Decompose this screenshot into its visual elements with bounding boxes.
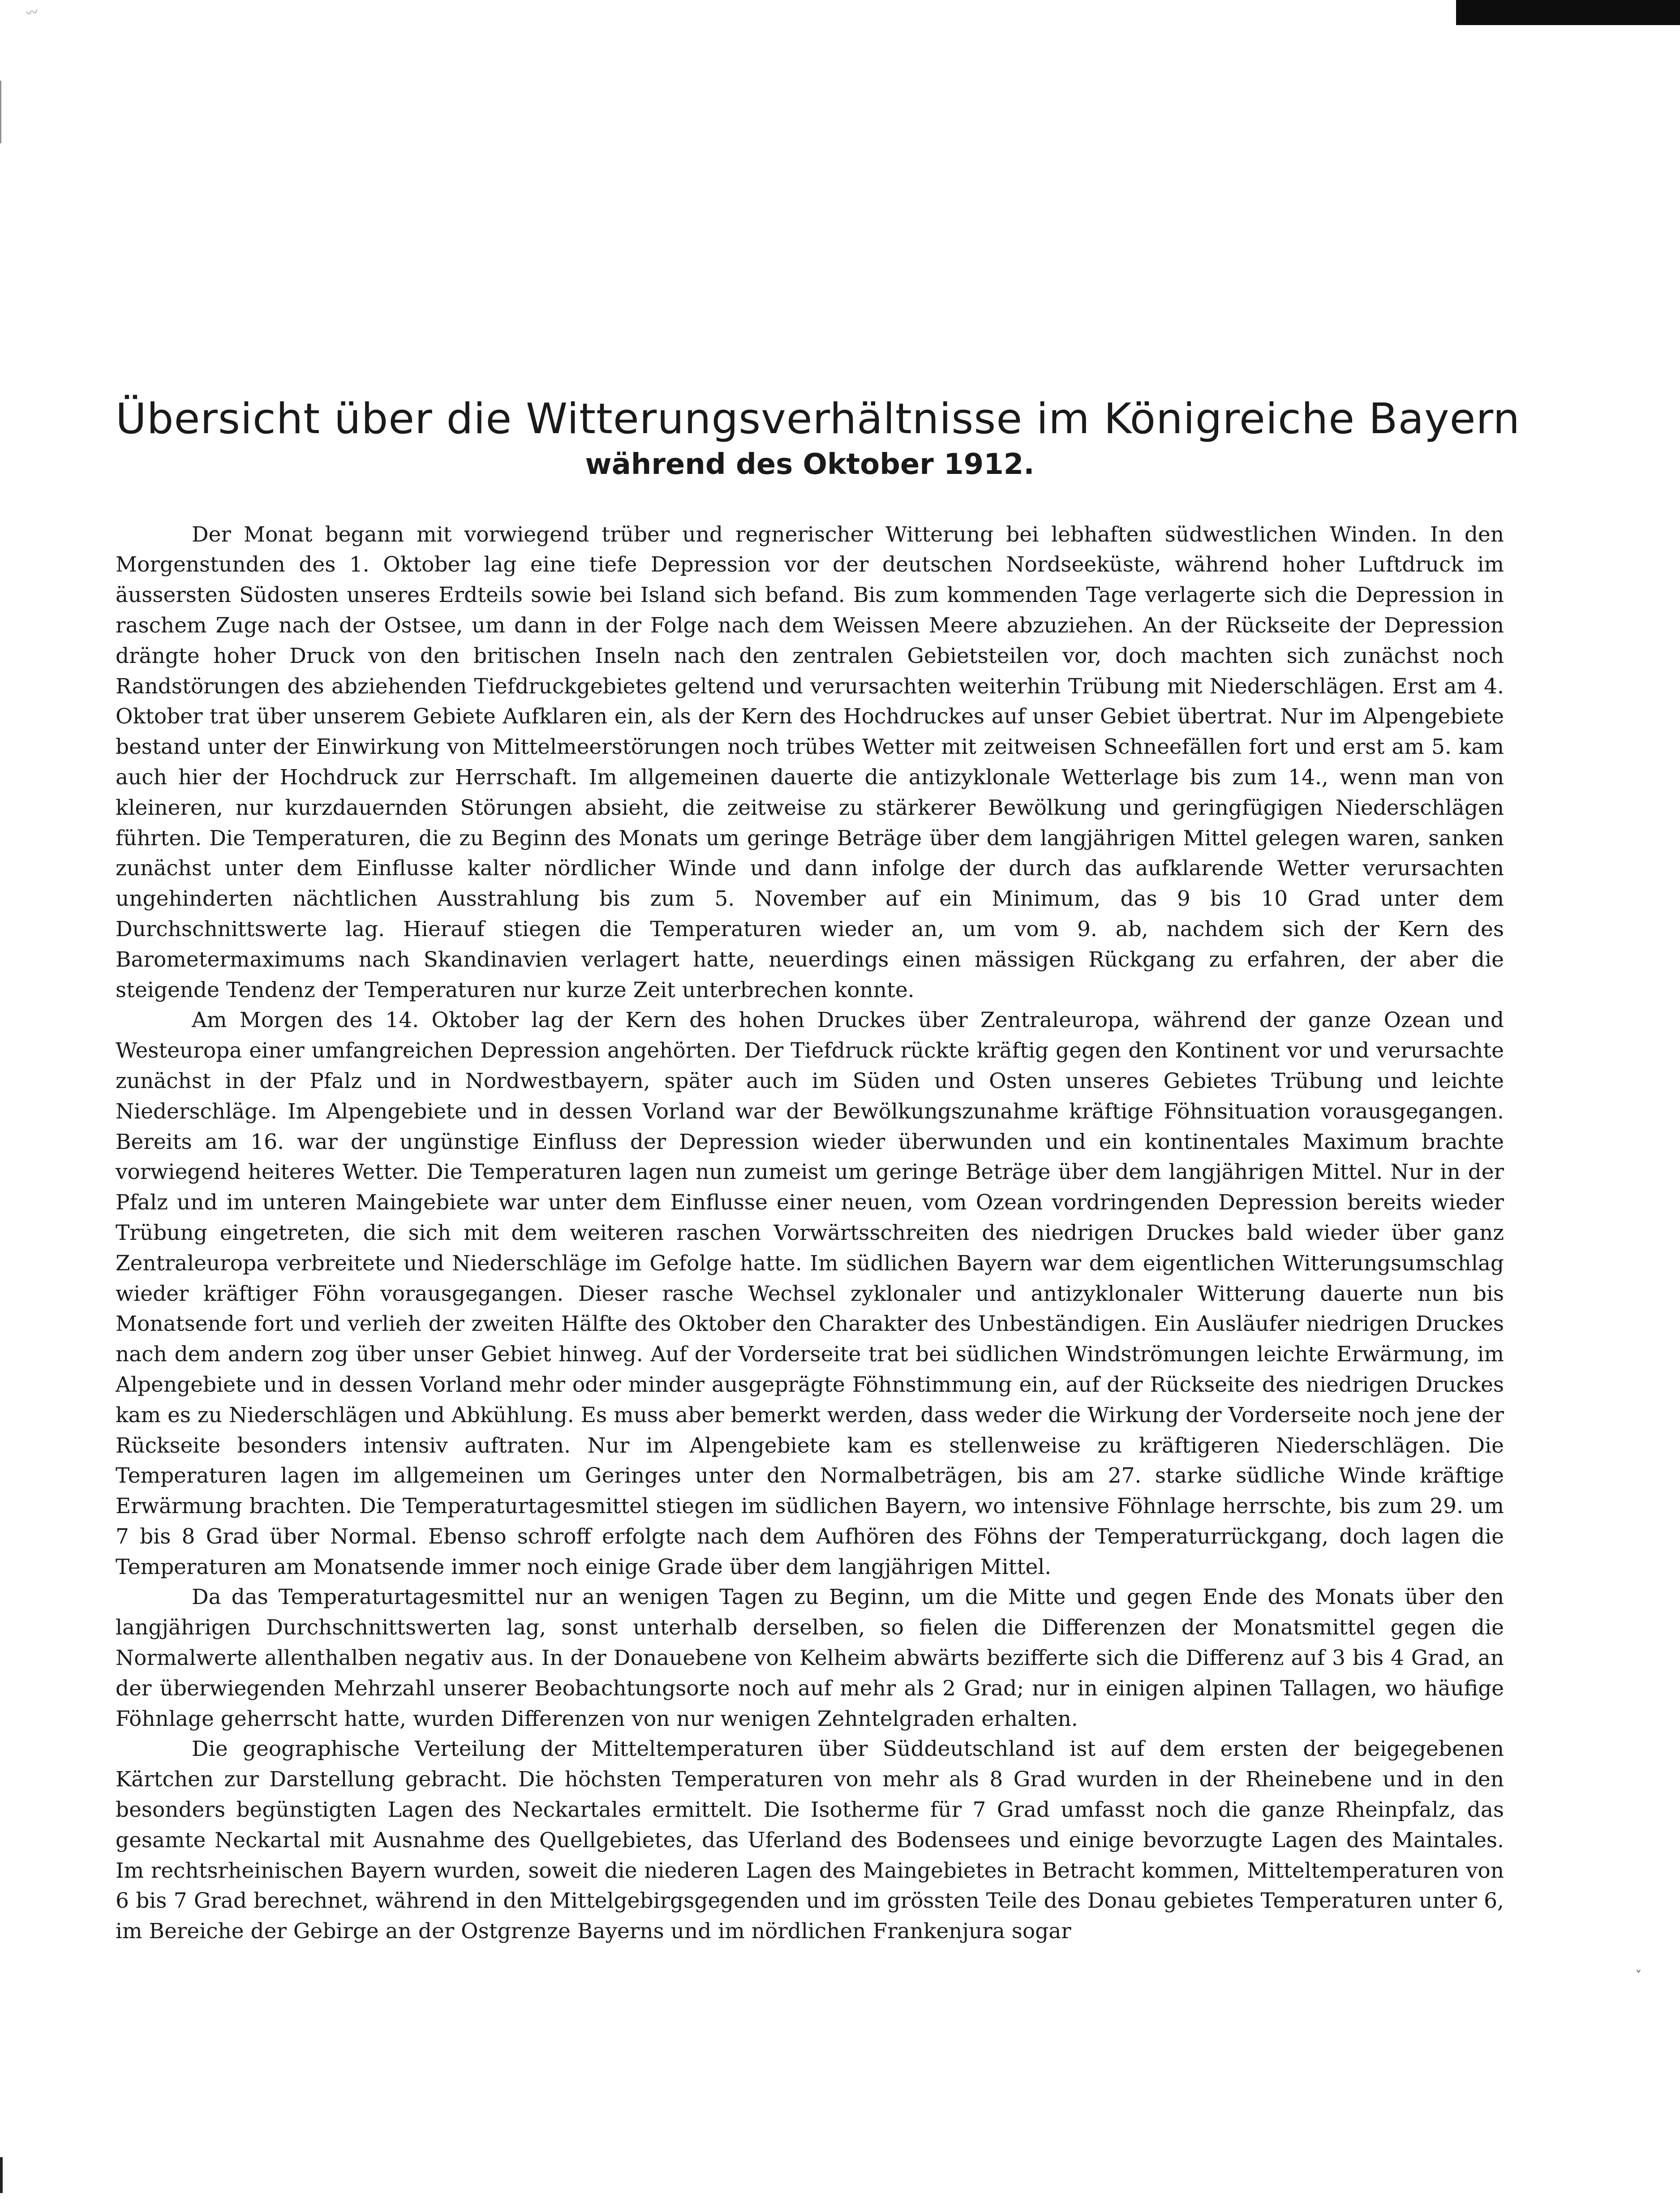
document-page [116, 394, 1521, 1947]
scan-edge-mark-top [0, 81, 1, 143]
paragraph-3: Da das Temperaturtagesmittel nur an wenigen Tagen zu Beginn, um die Mitte und gegen Ende des Monats über den langjährigen Durchschnittswerten lag, sonst unterhalb derselben, so fielen die Differenzen der Monatsmittel gegen die Normalwerte allenthalben negativ aus. In der Donauebene von Kelheim abwärts bezifferte sich die Differenz auf 3 bis 4 Grad, an der überwiegenden Mehrzahl unserer Beobachtungsorte noch auf mehr als 2 Grad; nur in einigen alpinen Tallagen, wo häufige Föhnlage geherrscht hatte, wurden Differenzen von nur wenigen Zehntelgraden erhalten. [116, 1585, 1504, 1731]
paragraph-2: Am Morgen des 14. Oktober lag der Kern des hohen Druckes über Zentraleuropa, während der ganze Ozean und Westeuropa einer umfangreichen Depression angehörten. Der Tiefdruck rückte kräftig gegen den Kontinent vor und verursachte zunächst in der Pfalz und in Nordwestbayern, später auch im Süden und Osten unseres Gebietes Trübung und leichte Niederschläge. Im Alpengebiete und in dessen Vorland war der Bewölkungszunahme kräftige Föhnsituation vorausgegangen. Bereits am 16. war der ungünstige Einfluss der Depression wieder überwunden und ein kontinentales Maximum brachte vorwiegend heiteres Wetter. Die Temperaturen lagen nun zumeist um geringe Beträge über dem langjährigen Mittel. Nur in der Pfalz und im unteren Maingebiete war unter dem Einflusse einer neuen, vom Ozean vordringenden Depression bereits wieder Trübung eingetreten, die sich mit dem weiteren raschen Vorwärtsschreiten des niedrigen Druckes bald wieder über ganz Zentraleuropa verbreitete und Niederschläge im Gefolge hatte. Im südlichen Bayern war dem eigentlichen Witterungsumschlag wieder kräftiger Föhn vorausgegangen. Dieser rasche Wechsel zyklonaler und antizyklonaler Witterung dauerte nun bis Monatsende fort und verlieh der zweiten Hälfte des Oktober den Charakter des Unbeständigen. Ein Ausläufer niedrigen Druckes nach dem andern zog über unser Gebiet hinweg. Auf der Vorderseite trat bei südlichen Windströmungen leichte Erwärmung, im Alpengebiete und in dessen Vorland mehr oder minder ausgeprägte Föhnstimmung ein, auf der Rückseite des niedrigen Druckes kam es zu Niederschlägen und Abkühlung. Es muss aber bemerkt werden, dass weder die Wirkung der Vorderseite noch jene der Rückseite besonders intensiv auftraten. Nur im Alpengebiete kam es stellenweise zu kräftigeren Niederschlägen. Die Temperaturen lagen im allgemeinen um Geringes unter den Normalbeträgen, bis am 27. starke südliche Winde kräftige Erwärmung brachten. Die Temperaturtagesmittel stiegen im südlichen Bayern, wo intensive Föhnlage herrschte, bis zum 29. um 7 bis 8 Grad über Normal. Ebenso schroff erfolgte nach dem Aufhören des Föhns der Temperaturrückgang, doch lagen die Temperaturen am Monatsende immer noch einige Grade über dem langjährigen Mittel. [116, 1008, 1504, 1579]
paragraph-4: Die geographische Verteilung der Mitteltemperaturen über Süddeutschland ist auf dem ersten der beigegebenen Kärtchen zur Darstellung gebracht. Die höchsten Temperaturen von mehr als 8 Grad wurden in der Rheinebene und in den besonders begünstigten Lagen des Neckartales ermittelt. Die Isotherme für 7 Grad umfasst noch die ganze Rheinpfalz, das gesamte Neckartal mit Ausnahme des Quellgebietes, das Uferland des Bodensees und einige bevorzugte Lagen des Maintales. Im rechtsrheinischen Bayern wurden, soweit die niederen Lagen des Maingebietes in Betracht kommen, Mitteltemperaturen von 6 bis 7 Grad berechnet, während in den Mittelgebirgsgegenden und im grössten Teile des Donau gebietes Temperaturen unter 6, im Bereiche der Gebirge an der Ostgrenze Bayerns und im nördlichen Frankenjura sogar [116, 1737, 1504, 1944]
document-subtitle: während des Oktober 1912. [585, 447, 1035, 481]
scan-edge-mark-bottom [0, 2157, 3, 2193]
paragraph-1: Der Monat begann mit vorwiegend trüber und regnerischer Witterung bei lebhaften südwestlichen Winden. In den Morgenstunden des 1. Oktober lag eine tiefe Depression vor der deutschen Nordseeküste, während hoher Luftdruck im äussersten Südosten unseres Erdteils sowie bei Island sich befand. Bis zum kommenden Tage verlagerte sich die Depression in raschem Zuge nach der Ostsee, um dann in der Folge nach dem Weissen Meere abzuziehen. An der Rückseite der Depression drängte hoher Druck von den britischen Inseln nach den zentralen Gebietsteilen vor, doch machten sich zunächst noch Randstörungen des abziehenden Tiefdruckgebietes geltend und verursachten weiterhin Trübung mit Niederschlägen. Erst am 4. Oktober trat über unserem Gebiete Aufklaren ein, als der Kern des Hochdruckes auf unser Gebiet übertrat. Nur im Alpengebiete bestand unter der Einwirkung von Mittelmeerstörungen noch trübes Wetter mit zeitweisen Schneefällen fort und erst am 5. kam auch hier der Hochdruck zur Herrschaft. Im allgemeinen dauerte die antizyklonale Wetterlage bis zum 14., wenn man von kleineren, nur kurzdauernden Störungen absieht, die zeitweise zu stärkerer Bewölkung und geringfügigen Niederschlägen führten. Die Temperaturen, die zu Beginn des Monats um geringe Beträge über dem langjährigen Mittel gelegen waren, sanken zunächst unter dem Einflusse kalter nördlicher Winde und dann infolge der durch das aufklarende Wetter verursachten ungehinderten nächtlichen Ausstrahlung bis zum 5. November auf ein Minimum, das 9 bis 10 Grad unter dem Durchschnittswerte lag. Hierauf stiegen die Temperaturen wieder an, um vom 9. ab, nachdem sich der Kern des Barometermaximums nach Skandinavien verlagert hatte, neuerdings einen mässigen Rückgang zu erfahren, der aber die steigende Tendenz der Temperaturen nur kurze Zeit unterbrechen konnte. [116, 522, 1504, 1002]
scan-edge-bar [1456, 0, 1680, 25]
document-title: Übersicht über die Witterungsverhältnisse im Königreiche Bayern [116, 395, 1521, 443]
margin-tick-mark: ˇ [1635, 1969, 1642, 1984]
corner-scribble-mark: 〰 [25, 5, 39, 21]
document-body [116, 520, 1504, 1947]
